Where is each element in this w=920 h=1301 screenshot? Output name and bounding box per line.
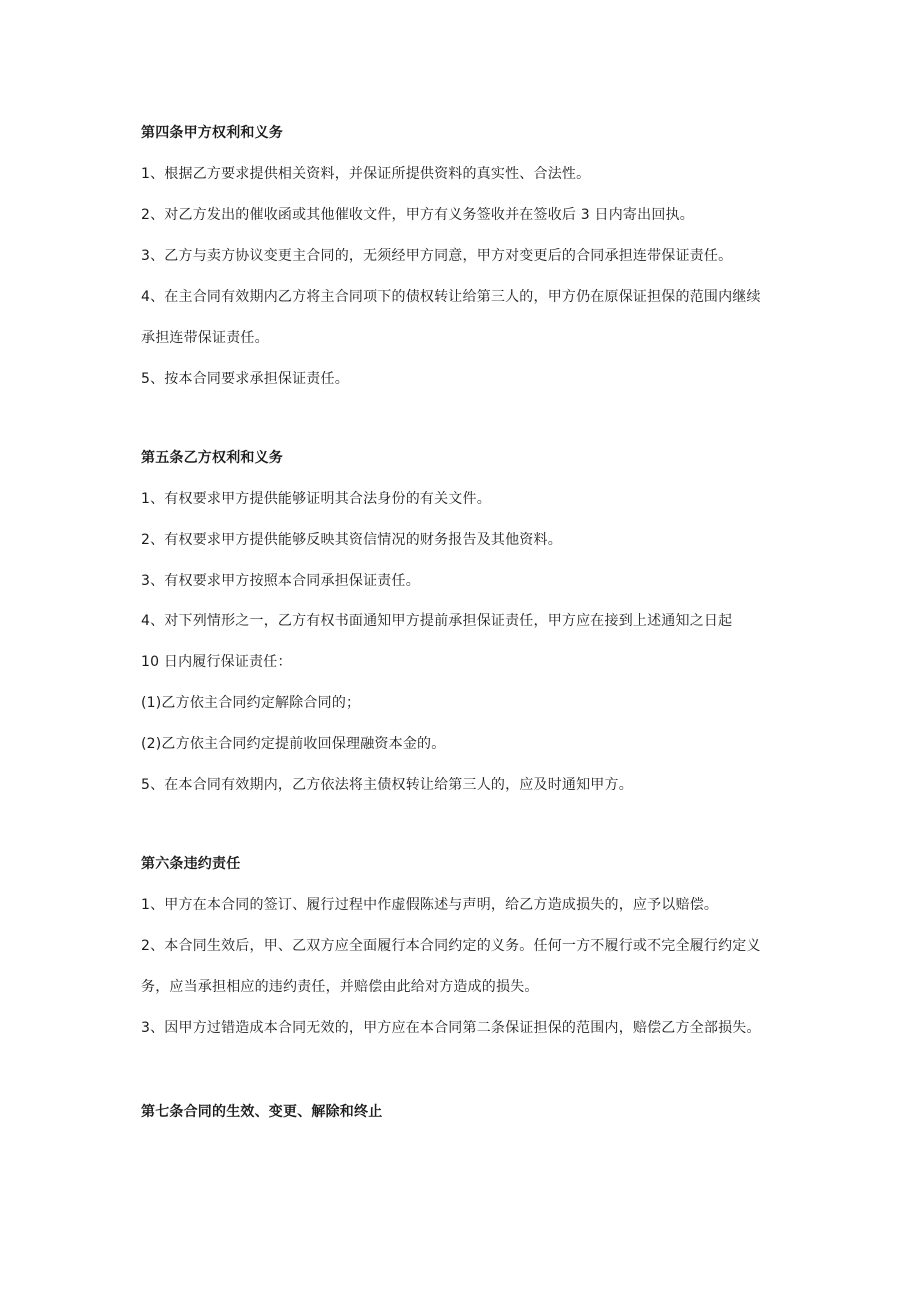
clause-line: 10 日内履行保证责任： xyxy=(141,654,292,670)
clause-line: (2)乙方依主合同约定提前收回保理融资本金的。 xyxy=(141,736,446,752)
section-heading: 第七条合同的生效、变更、解除和终止 xyxy=(141,1104,383,1120)
clause-line: 3、有权要求甲方按照本合同承担保证责任。 xyxy=(141,573,420,589)
clause-line: 4、对下列情形之一，乙方有权书面通知甲方提前承担保证责任，甲方应在接到上述通知之日起 xyxy=(141,613,733,629)
clause-line: 1、甲方在本合同的签订、履行过程中作虚假陈述与声明，给乙方造成损失的，应予以赔偿。 xyxy=(141,897,719,913)
clause-line: 承担连带保证责任。 xyxy=(141,330,269,346)
clause-line: (1)乙方依主合同约定解除合同的； xyxy=(141,695,361,711)
clause-line: 2、对乙方发出的催收函或其他催收文件，甲方有义务签收并在签收后 3 日内寄出回执。 xyxy=(141,207,694,223)
clause-line: 3、因甲方过错造成本合同无效的，甲方应在本合同第二条保证担保的范围内，赔偿乙方全部损失。 xyxy=(141,1020,761,1036)
clause-line: 5、在本合同有效期内，乙方依法将主债权转让给第三人的，应及时通知甲方。 xyxy=(141,777,633,793)
section-heading: 第六条违约责任 xyxy=(141,856,241,872)
clause-line: 3、乙方与卖方协议变更主合同的，无须经甲方同意，甲方对变更后的合同承担连带保证责任。 xyxy=(141,248,733,264)
clause-line: 5、按本合同要求承担保证责任。 xyxy=(141,371,349,387)
clause-line: 2、有权要求甲方提供能够反映其资信情况的财务报告及其他资料。 xyxy=(141,532,562,548)
section-heading: 第四条甲方权利和义务 xyxy=(141,125,283,141)
clause-line: 务，应当承担相应的违约责任，并赔偿由此给对方造成的损失。 xyxy=(141,979,539,995)
section-heading: 第五条乙方权利和义务 xyxy=(141,450,283,466)
clause-line: 1、根据乙方要求提供相关资料，并保证所提供资料的真实性、合法性。 xyxy=(141,166,591,182)
clause-line: 1、有权要求甲方提供能够证明其合法身份的有关文件。 xyxy=(141,491,491,507)
clause-line: 4、在主合同有效期内乙方将主合同项下的债权转让给第三人的，甲方仍在原保证担保的范围内继续 xyxy=(141,289,761,305)
clause-line: 2、本合同生效后，甲、乙双方应全面履行本合同约定的义务。任何一方不履行或不完全履行约定义 xyxy=(141,938,761,954)
